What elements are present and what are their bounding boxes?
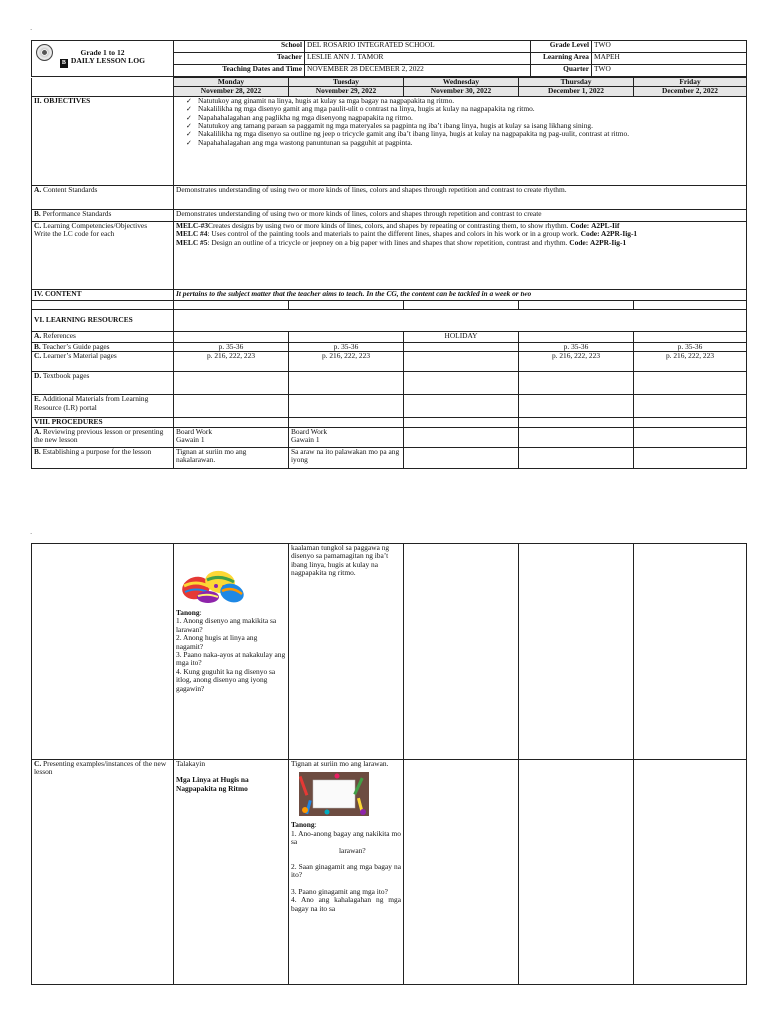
content-standards-text: Demonstrates understanding of using two or more kinds of lines, colors and shapes through repetition and contrast to create rhythm. bbox=[174, 185, 747, 209]
blank-cell bbox=[634, 395, 747, 418]
tg-pages-thursday: p. 35-36 bbox=[519, 342, 634, 351]
blank-cell bbox=[519, 544, 634, 760]
procedure-c-label bbox=[32, 760, 174, 985]
tg-pages-monday: p. 35-36 bbox=[174, 342, 289, 351]
blank-cell bbox=[519, 447, 634, 468]
procedure-b-monday: Tignan at suriin mo ang nakalarawan. bbox=[174, 447, 289, 468]
blank-cell bbox=[519, 760, 634, 985]
procedure-a-monday bbox=[174, 427, 289, 447]
melc-5-head: MELC #5 bbox=[176, 237, 208, 247]
blank-cell bbox=[404, 427, 519, 447]
row-letter: A. bbox=[34, 331, 42, 340]
melc-3-head: MELC-#3 bbox=[176, 221, 209, 230]
references-label bbox=[32, 331, 174, 342]
blank-cell bbox=[519, 372, 634, 395]
question-item: 4. Ano ang kahalagahan ng mga bagay na ito sa bbox=[291, 895, 401, 913]
melc-4-code: Code: A2PR-Iig-1 bbox=[580, 229, 638, 239]
gawain-label: Gawain 1 bbox=[176, 435, 205, 445]
blank-cell bbox=[174, 309, 747, 331]
blank-cell bbox=[32, 544, 174, 760]
blank-cell bbox=[519, 300, 634, 309]
objective-item: ✓ Natutukoy ang tamang paraan sa paggamit ng mga materyales sa pagpinta ng iba’t ibang linya, hugis at kulay sa isang likhang sining. bbox=[198, 122, 744, 130]
grade-level-label: Grade Level bbox=[531, 41, 592, 53]
performance-standards-label bbox=[32, 209, 174, 221]
code-label: Code: bbox=[570, 221, 590, 230]
melc-5-code: A2PR-Iig-1 bbox=[590, 237, 627, 247]
learning-area-value: MAPEH bbox=[592, 53, 747, 65]
row-letter: C. bbox=[34, 221, 42, 230]
school-value: DEL ROSARIO INTEGRATED SCHOOL bbox=[305, 41, 531, 53]
row-sublabel: Write the LC code for each bbox=[34, 229, 115, 239]
blank-cell bbox=[289, 300, 404, 309]
blank-cell bbox=[289, 331, 404, 342]
lesson-log-page-2 bbox=[31, 543, 746, 985]
day-date-monday: November 28, 2022 bbox=[174, 87, 289, 96]
header-table bbox=[31, 40, 747, 77]
blank-cell bbox=[174, 418, 289, 427]
content-standards-label bbox=[32, 185, 174, 209]
row-label: Learning Competencies/Objectives bbox=[41, 221, 148, 230]
blank-cell bbox=[404, 352, 519, 372]
code-label: Code: bbox=[569, 237, 589, 247]
lm-pages-monday: p. 216, 222, 223 bbox=[174, 352, 289, 372]
teacher-label: Teacher bbox=[174, 53, 305, 65]
procedures-label: VIII. PROCEDURES bbox=[32, 418, 174, 427]
board-work-label: Board Work bbox=[176, 427, 213, 436]
lm-pages-friday: p. 216, 222, 223 bbox=[634, 352, 747, 372]
holiday-label: HOLIDAY bbox=[404, 331, 519, 342]
board-work-label: Board Work bbox=[291, 427, 328, 436]
day-name-friday: Friday bbox=[634, 78, 747, 87]
blank-cell bbox=[404, 395, 519, 418]
procedure-b-monday-cont bbox=[174, 544, 289, 760]
tanong-label: Tanong bbox=[291, 820, 315, 830]
learning-area-label: Learning Area bbox=[531, 53, 592, 65]
row-label: Textbook pages bbox=[41, 371, 90, 381]
content-text: It pertains to the subject matter that the teacher aims to teach. In the CG, the content can be tackled in a week or two bbox=[174, 289, 747, 300]
page-mark: ` bbox=[30, 28, 33, 36]
teacher-value: LESLIE ANN J. TAMOR bbox=[305, 53, 531, 65]
competencies-label bbox=[32, 221, 174, 289]
tanong-colon: : bbox=[314, 820, 317, 830]
row-letter: D. bbox=[34, 371, 42, 381]
row-label: Additional Materials from Learning Resource (LR) portal bbox=[34, 394, 149, 412]
procedure-b-tuesday: Sa araw na ito palawakan mo pa ang iyong bbox=[289, 447, 404, 468]
lm-pages-thursday: p. 216, 222, 223 bbox=[519, 352, 634, 372]
grade-level-value: TWO bbox=[592, 41, 747, 53]
blank-cell bbox=[404, 300, 519, 309]
day-date-thursday: December 1, 2022 bbox=[519, 87, 634, 96]
book-icon: B bbox=[61, 60, 66, 67]
blank-cell bbox=[404, 760, 519, 985]
talakayin-label: Talakayin bbox=[176, 759, 206, 768]
blank-cell bbox=[289, 418, 404, 427]
blank-cell bbox=[404, 342, 519, 351]
lesson-table-continued bbox=[31, 543, 747, 985]
lm-label bbox=[32, 352, 174, 372]
melc-5 bbox=[176, 239, 744, 247]
objective-item: ✓ Napahahalagahan ang paglikha ng mga disenyong nagpapakita ng ritmo. bbox=[198, 114, 744, 122]
blank-cell bbox=[634, 418, 747, 427]
lesson-table bbox=[31, 77, 747, 469]
melc-4-text: : Uses control of the painting tools and materials to paint the different lines, shapes and colors in his work or in a group work. bbox=[207, 229, 579, 239]
objective-item: ✓ Napahahalagahan ang mga wastong panuntunan sa pagguhit at pagpinta. bbox=[198, 139, 744, 147]
question-item: 4. Kung guguhit ka ng disenyo sa itlog, anong disenyo ang iyong gagawin? bbox=[176, 666, 276, 693]
row-label: Establishing a purpose for the lesson bbox=[40, 447, 152, 456]
blank-cell bbox=[404, 418, 519, 427]
blank-cell bbox=[634, 300, 747, 309]
melc-4-head: MELC #4 bbox=[176, 229, 208, 239]
blank-cell bbox=[174, 300, 289, 309]
row-letter: A. bbox=[34, 185, 42, 194]
tanong-colon: : bbox=[199, 608, 202, 617]
blank-cell bbox=[404, 544, 519, 760]
procedure-b-label bbox=[32, 447, 174, 468]
row-letter: B. bbox=[34, 209, 41, 218]
instruction-text: Tignan at suriin mo ang larawan. bbox=[291, 759, 389, 768]
lm-pages-tuesday: p. 216, 222, 223 bbox=[289, 352, 404, 372]
lesson-topic-title: Mga Linya at Hugis na Nagpapakita ng Ritmo bbox=[176, 775, 249, 793]
question-item: 2. Anong hugis at linya ang nagamit? bbox=[176, 633, 258, 651]
painted-eggs-image bbox=[178, 566, 246, 604]
row-label: Teacher’s Guide pages bbox=[40, 342, 110, 351]
procedure-a-label bbox=[32, 427, 174, 447]
dll-title: DAILY LESSON LOG bbox=[70, 56, 146, 66]
learning-resources-label: VI. LEARNING RESOURCES bbox=[32, 309, 174, 331]
objectives-list bbox=[176, 97, 744, 147]
objective-item: ✓ Nakalilikha ng mga disenyo gamit ang mga paulit-ulit o contrast na linya, hugis at kulay na nagpapakita ng ritmo. bbox=[198, 105, 744, 113]
row-letter: B. bbox=[34, 342, 41, 351]
row-label: Learner’s Material pages bbox=[41, 351, 117, 361]
lesson-log-page-1 bbox=[31, 40, 746, 469]
objectives-label: II. OBJECTIVES bbox=[32, 96, 174, 185]
deped-seal-icon bbox=[36, 44, 53, 61]
day-date-wednesday: November 30, 2022 bbox=[404, 87, 519, 96]
art-materials-image bbox=[299, 772, 369, 816]
day-name-tuesday: Tuesday bbox=[289, 78, 404, 87]
question-item: 3. Paano ginagamit ang mga ito? bbox=[291, 886, 388, 896]
objectives-list-cell bbox=[174, 96, 747, 185]
day-date-tuesday: November 29, 2022 bbox=[289, 87, 404, 96]
day-date-friday: December 2, 2022 bbox=[634, 87, 747, 96]
day-name-monday: Monday bbox=[174, 78, 289, 87]
blank-cell bbox=[634, 544, 747, 760]
day-name-thursday: Thursday bbox=[519, 78, 634, 87]
page-mark: ` bbox=[30, 532, 33, 540]
blank-cell bbox=[289, 395, 404, 418]
blank-cell bbox=[634, 447, 747, 468]
blank-cell bbox=[519, 418, 634, 427]
tg-pages-tuesday: p. 35-36 bbox=[289, 342, 404, 351]
day-name-wednesday: Wednesday bbox=[404, 78, 519, 87]
procedure-a-tuesday bbox=[289, 427, 404, 447]
row-letter: C. bbox=[34, 351, 42, 361]
performance-standards-text: Demonstrates understanding of using two or more kinds of lines, colors and shapes through repetition and contrast to create bbox=[174, 209, 747, 221]
procedure-c-tuesday bbox=[289, 760, 404, 985]
question-item: larawan? bbox=[339, 845, 366, 855]
question-item: 1. Anong disenyo ang makikita sa larawan? bbox=[176, 616, 277, 634]
competencies-text bbox=[174, 221, 747, 289]
melc-5-text: : Design an outline of a tricycle or jeepney on a big paper with lines and shapes that show repetition, contrast and rhythm. bbox=[207, 237, 568, 247]
tanong-label: Tanong bbox=[176, 608, 200, 617]
melc-3-text: Creates designs by using two or more kinds of lines, colors, and shapes by repeating or contrasting them, to show rhythm. bbox=[208, 221, 569, 230]
blank-cell bbox=[404, 372, 519, 395]
blank-cell bbox=[174, 331, 289, 342]
gawain-label: Gawain 1 bbox=[291, 435, 320, 445]
tg-label bbox=[32, 342, 174, 351]
blank-cell bbox=[289, 372, 404, 395]
row-letter: A. bbox=[34, 427, 42, 436]
row-label: Reviewing previous lesson or presenting the new lesson bbox=[34, 427, 164, 445]
blank-cell bbox=[519, 395, 634, 418]
blank-cell bbox=[519, 331, 634, 342]
blank-cell bbox=[634, 760, 747, 985]
row-label: References bbox=[41, 331, 76, 340]
row-label: Performance Standards bbox=[40, 209, 112, 218]
procedure-b-tuesday-cont: kaalaman tungkol sa paggawa ng disenyo sa pamamagitan ng iba’t ibang linya, hugis at kulay na nagpapakita ng ritmo. bbox=[289, 544, 404, 760]
row-label: Presenting examples/instances of the new lesson bbox=[34, 759, 167, 777]
dll-title-cell bbox=[32, 41, 174, 77]
blank-corner bbox=[32, 78, 174, 97]
row-label: Content Standards bbox=[41, 185, 98, 194]
melc-3-code: A2PL-Iif bbox=[591, 221, 620, 230]
row-letter: E. bbox=[34, 394, 41, 404]
objective-item: ✓ Nakalilikha ng mga disenyo sa outline ng jeep o tricycle gamit ang iba’t ibang linya, hugis at kulay na nagpapakita ng pag-uulit, contrast at ritmo. bbox=[198, 130, 744, 138]
procedure-c-monday bbox=[174, 760, 289, 985]
textbook-label bbox=[32, 372, 174, 395]
content-label: IV. CONTENT bbox=[32, 289, 174, 300]
blank-cell bbox=[32, 300, 174, 309]
quarter-label: Quarter bbox=[531, 65, 592, 77]
blank-cell bbox=[404, 447, 519, 468]
question-item: 3. Paano naka-ayos at nakakulay ang mga ito? bbox=[176, 650, 286, 668]
blank-cell bbox=[634, 331, 747, 342]
tg-pages-friday: p. 35-36 bbox=[634, 342, 747, 351]
blank-cell bbox=[174, 372, 289, 395]
question-item: 1. Ano-anong bagay ang nakikita mo sa bbox=[291, 828, 401, 847]
row-letter: B. bbox=[34, 447, 41, 456]
additional-materials-label bbox=[32, 395, 174, 418]
dates-label: Teaching Dates and Time bbox=[174, 65, 305, 77]
blank-cell bbox=[634, 372, 747, 395]
objective-item: ✓ Natutukoy ang ginamit na linya, hugis at kulay sa mga bagay na nagpapakita ng ritmo. bbox=[198, 97, 744, 105]
blank-cell bbox=[174, 395, 289, 418]
dates-value: NOVEMBER 28 DECEMBER 2, 2022 bbox=[305, 65, 531, 77]
question-item: 2. Saan ginagamit ang mga bagay na ito? bbox=[291, 862, 401, 880]
blank-cell bbox=[634, 427, 747, 447]
blank-cell bbox=[519, 427, 634, 447]
quarter-value: TWO bbox=[592, 65, 747, 77]
school-label: School bbox=[174, 41, 305, 53]
row-letter: C. bbox=[34, 759, 42, 768]
grade-range: Grade 1 to 12 bbox=[80, 47, 125, 57]
